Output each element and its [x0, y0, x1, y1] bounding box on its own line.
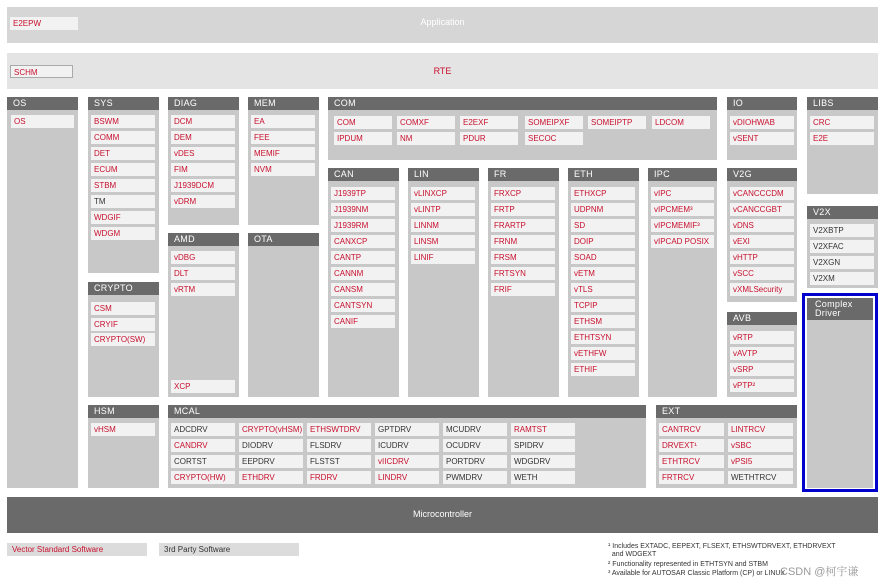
- com-chip-secoc: SECOC: [525, 132, 583, 145]
- mem-header: MEM: [248, 97, 319, 110]
- can-chip-1: J1939NM: [331, 203, 395, 216]
- footnote-1b: and WDGEXT: [608, 551, 657, 558]
- mcal-chip: ADCDRV: [171, 423, 235, 436]
- v2g-chip-1: vCANCCGBT: [730, 203, 794, 216]
- ext-chip: WETHTRCV: [728, 471, 793, 484]
- ipc-chip-2: vIPCMEMIF³: [651, 219, 714, 232]
- mcal-chip: GPTDRV: [375, 423, 439, 436]
- v2x-chip-1: V2XFAC: [810, 240, 874, 253]
- ipc-chip-1: vIPCMEM³: [651, 203, 714, 216]
- amd-chip-vdbg: vDBG: [171, 251, 235, 264]
- ipc-chip-0: vIPC: [651, 187, 714, 200]
- complex-driver-header: Complex Driver: [807, 298, 873, 320]
- hsm-header: HSM: [88, 405, 159, 418]
- com-chip-com: COM: [334, 116, 392, 129]
- mcal-chip: SPIDRV: [511, 439, 575, 452]
- v2g-header: V2G: [727, 168, 797, 181]
- v2g-chip-2: vDNS: [730, 219, 794, 232]
- e2epw-chip: E2EPW: [10, 17, 78, 30]
- mcal-chip: PWMDRV: [443, 471, 507, 484]
- io-header: IO: [727, 97, 797, 110]
- lin-chip-0: vLINXCP: [411, 187, 475, 200]
- eth-chip-6: vTLS: [571, 283, 635, 296]
- sys-chip-ecum: ECUM: [91, 163, 155, 176]
- avb-chip-0: vRTP: [730, 331, 794, 344]
- fr-chip-0: FRXCP: [491, 187, 555, 200]
- fr-header: FR: [488, 168, 559, 181]
- ext-chip: FRTRCV: [659, 471, 724, 484]
- com-header: COM: [328, 97, 717, 110]
- amd-chip-vrtm: vRTM: [171, 283, 235, 296]
- libs-group: [807, 97, 878, 194]
- eth-chip-0: ETHXCP: [571, 187, 635, 200]
- can-chip-7: CANTSYN: [331, 299, 395, 312]
- mcal-chip: ETHDRV: [239, 471, 303, 484]
- microcontroller-layer: [7, 497, 878, 533]
- lin-header: LIN: [408, 168, 479, 181]
- mcal-chip: WETH: [511, 471, 575, 484]
- ipc-chip-3: vIPCAD POSIX: [651, 235, 714, 248]
- v2g-chip-0: vCANCCCDM: [730, 187, 794, 200]
- fr-chip-5: FRTSYN: [491, 267, 555, 280]
- v2g-chip-4: vHTTP: [730, 251, 794, 264]
- eth-chip-11: ETHIF: [571, 363, 635, 376]
- mcal-chip: CORTST: [171, 455, 235, 468]
- sys-group: [88, 97, 159, 273]
- v2g-chip-3: vEXI: [730, 235, 794, 248]
- sys-chip-tm: TM: [91, 195, 155, 208]
- com-chip-nm: NM: [397, 132, 455, 145]
- ext-chip: vSBC: [728, 439, 793, 452]
- mcal-header: MCAL: [168, 405, 646, 418]
- can-chip-2: J1939RM: [331, 219, 395, 232]
- os-header: OS: [7, 97, 78, 110]
- com-group: [328, 97, 717, 160]
- eth-chip-10: vETHFW: [571, 347, 635, 360]
- v2g-group: [727, 168, 797, 302]
- eth-chip-4: SOAD: [571, 251, 635, 264]
- mem-chip-nvm: NVM: [251, 163, 315, 176]
- v2x-chip-3: V2XM: [810, 272, 874, 285]
- avb-header: AVB: [727, 312, 797, 325]
- v2x-chip-0: V2XBTP: [810, 224, 874, 237]
- legend-vector: Vector Standard Software: [7, 543, 147, 556]
- eth-chip-3: DOIP: [571, 235, 635, 248]
- mem-chip-fee: FEE: [251, 131, 315, 144]
- diag-chip-fim: FIM: [171, 163, 235, 176]
- ipc-group: [648, 168, 717, 397]
- can-chip-3: CANXCP: [331, 235, 395, 248]
- com-chip-e2exf: E2EXF: [460, 116, 518, 129]
- crypto-group: [88, 282, 159, 397]
- fr-chip-2: FRARTP: [491, 219, 555, 232]
- application-layer: [7, 7, 878, 43]
- fr-chip-1: FRTP: [491, 203, 555, 216]
- mem-chip-memif: MEMIF: [251, 147, 315, 160]
- mcal-chip: EEPDRV: [239, 455, 303, 468]
- mcal-chip: FRDRV: [307, 471, 371, 484]
- mcal-chip: MCUDRV: [443, 423, 507, 436]
- v2g-chip-6: vXMLSecurity: [730, 283, 794, 296]
- mcal-chip: FLSTST: [307, 455, 371, 468]
- eth-chip-8: ETHSM: [571, 315, 635, 328]
- ext-chip: LINTRCV: [728, 423, 793, 436]
- sys-chip-wdgm: WDGM: [91, 227, 155, 240]
- mem-group: [248, 97, 319, 225]
- legend-third: 3rd Party Software: [159, 543, 299, 556]
- io-chip-1: vSENT: [730, 132, 794, 145]
- rte-layer: [7, 53, 878, 89]
- watermark: CSDN @柯宇谦: [780, 566, 859, 578]
- mcal-chip: ICUDRV: [375, 439, 439, 452]
- com-chip-someipxf: SOMEIPXF: [525, 116, 583, 129]
- mcal-chip: ETHSWTDRV: [307, 423, 371, 436]
- ipc-header: IPC: [648, 168, 717, 181]
- microcontroller-title: Microcontroller: [412, 509, 472, 519]
- diag-chip-vdes: vDES: [171, 147, 235, 160]
- footnote-2: ² Functionality represented in ETHTSYN and STBM: [608, 561, 768, 568]
- amd-header: AMD: [168, 233, 239, 246]
- com-chip-comxf: COMXF: [397, 116, 455, 129]
- io-group: [727, 97, 797, 160]
- mcal-chip: OCUDRV: [443, 439, 507, 452]
- crypto-header: CRYPTO: [88, 282, 159, 295]
- eth-chip-9: ETHTSYN: [571, 331, 635, 344]
- sys-chip-bswm: BSWM: [91, 115, 155, 128]
- diag-header: DIAG: [168, 97, 239, 110]
- footnote-1: ¹ Includes EXTADC, EEPEXT, FLSEXT, ETHSWTDRVEXT, ETHDRVEXT: [608, 543, 836, 550]
- ext-chip: vPSI5: [728, 455, 793, 468]
- com-chip-ldcom: LDCOM: [652, 116, 710, 129]
- libs-chip-e2e: E2E: [810, 132, 874, 145]
- v2g-chip-5: vSCC: [730, 267, 794, 280]
- mem-chip-ea: EA: [251, 115, 315, 128]
- v2x-header: V2X: [807, 206, 878, 219]
- lin-chip-1: vLINTP: [411, 203, 475, 216]
- crypto-chip-csm: CSM: [91, 302, 155, 315]
- v2x-chip-2: V2XGN: [810, 256, 874, 269]
- schm-chip: SCHM: [10, 65, 73, 78]
- avb-chip-3: vPTP²: [730, 379, 794, 392]
- ota-header: OTA: [248, 233, 319, 246]
- sys-chip-comm: COMM: [91, 131, 155, 144]
- crypto-chip-cryptosw: CRYPTO(SW): [91, 333, 155, 346]
- rte-title: RTE: [433, 66, 452, 76]
- avb-chip-1: vAVTP: [730, 347, 794, 360]
- mcal-chip: RAMTST: [511, 423, 575, 436]
- libs-chip-crc: CRC: [810, 116, 874, 129]
- mcal-chip: CANDRV: [171, 439, 235, 452]
- complex-driver-group: [807, 298, 873, 488]
- fr-chip-4: FRSM: [491, 251, 555, 264]
- eth-group: [568, 168, 639, 397]
- com-chip-pdur: PDUR: [460, 132, 518, 145]
- ext-chip: ETHTRCV: [659, 455, 724, 468]
- hsm-group: [88, 405, 159, 488]
- com-chip-someiptp: SOMEIPTP: [588, 116, 646, 129]
- mcal-chip: WDGDRV: [511, 455, 575, 468]
- os-chip: OS: [11, 115, 74, 128]
- sys-header: SYS: [88, 97, 159, 110]
- fr-chip-3: FRNM: [491, 235, 555, 248]
- can-header: CAN: [328, 168, 399, 181]
- application-title: Application: [420, 17, 465, 27]
- lin-group: [408, 168, 479, 397]
- libs-header: LIBS: [807, 97, 878, 110]
- v2x-group: [807, 206, 878, 288]
- mcal-chip: vIICDRV: [375, 455, 439, 468]
- diag-chip-dem: DEM: [171, 131, 235, 144]
- mcal-chip: CRYPTO(vHSM): [239, 423, 303, 436]
- diag-group: [168, 97, 239, 225]
- com-chip-ipdum: IPDUM: [334, 132, 392, 145]
- eth-chip-7: TCPIP: [571, 299, 635, 312]
- crypto-chip-cryif: CRYIF: [91, 318, 155, 331]
- amd-chip-xcp: XCP: [171, 380, 235, 393]
- lin-chip-2: LINNM: [411, 219, 475, 232]
- eth-chip-5: vETM: [571, 267, 635, 280]
- mcal-chip: DIODRV: [239, 439, 303, 452]
- ext-header: EXT: [656, 405, 797, 418]
- fr-chip-6: FRIF: [491, 283, 555, 296]
- io-chip-0: vDIOHWAB: [730, 116, 794, 129]
- hsm-chip-vhsm: vHSM: [91, 423, 155, 436]
- diag-chip-dcm: DCM: [171, 115, 235, 128]
- diag-chip-vdrm: vDRM: [171, 195, 235, 208]
- can-chip-8: CANIF: [331, 315, 395, 328]
- avb-group: [727, 312, 797, 397]
- ext-chip: DRVEXT¹: [659, 439, 724, 452]
- mcal-chip: PORTDRV: [443, 455, 507, 468]
- mcal-chip: LINDRV: [375, 471, 439, 484]
- eth-header: ETH: [568, 168, 639, 181]
- os-group: [7, 97, 78, 488]
- sys-chip-stbm: STBM: [91, 179, 155, 192]
- fr-group: [488, 168, 559, 397]
- can-chip-6: CANSM: [331, 283, 395, 296]
- eth-chip-2: SD: [571, 219, 635, 232]
- footnote-3: ³ Available for AUTOSAR Classic Platform (CP) or LINUX: [608, 570, 786, 577]
- ext-chip: CANTRCV: [659, 423, 724, 436]
- amd-group: [168, 233, 239, 397]
- can-chip-4: CANTP: [331, 251, 395, 264]
- ota-group: [248, 233, 319, 397]
- can-group: [328, 168, 399, 397]
- amd-chip-dlt: DLT: [171, 267, 235, 280]
- sys-chip-det: DET: [91, 147, 155, 160]
- can-chip-5: CANNM: [331, 267, 395, 280]
- lin-chip-3: LINSM: [411, 235, 475, 248]
- mcal-chip: CRYPTO(HW): [171, 471, 235, 484]
- sys-chip-wdgif: WDGIF: [91, 211, 155, 224]
- mcal-chip: FLSDRV: [307, 439, 371, 452]
- can-chip-0: J1939TP: [331, 187, 395, 200]
- diag-chip-j1939dcm: J1939DCM: [171, 179, 235, 192]
- lin-chip-4: LINIF: [411, 251, 475, 264]
- avb-chip-2: vSRP: [730, 363, 794, 376]
- eth-chip-1: UDPNM: [571, 203, 635, 216]
